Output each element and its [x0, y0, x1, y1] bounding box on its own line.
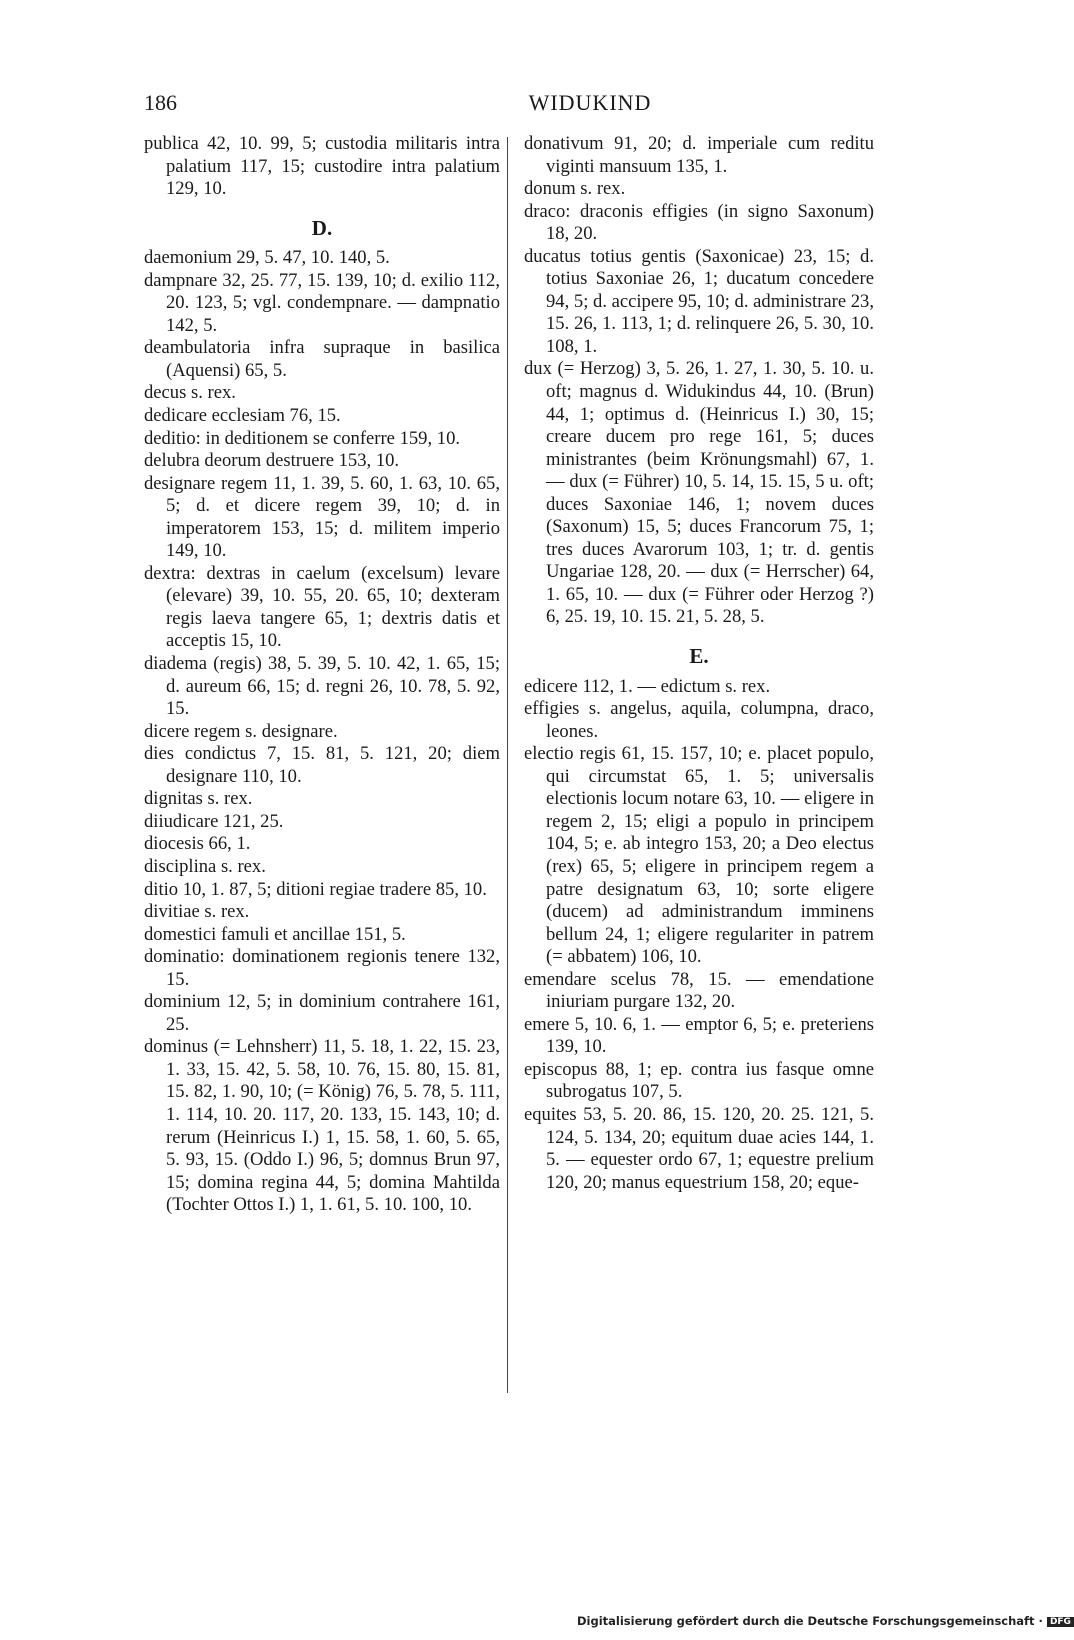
- index-entry: designare regem 11, 1. 39, 5. 60, 1. 63, 10. 65, 5; d. et dicere regem 39, 10; d. in imperatorem 153, 15; d. militem imperio 149, 10.: [144, 472, 500, 562]
- index-entry: disciplina s. rex.: [144, 855, 266, 877]
- page-header: [144, 90, 856, 120]
- index-entry: equites 53, 5. 20. 86, 15. 120, 20. 25. 121, 5. 124, 5. 134, 20; equitum duae acies 144, 1. 5. — equester ordo 67, 1; equestre prelium 120, 20; manus equestrium 158, 20; eque-: [524, 1103, 874, 1193]
- index-entry: daemonium 29, 5. 47, 10. 140, 5.: [144, 247, 390, 269]
- dfg-logo: DFG: [1047, 1617, 1074, 1627]
- index-entry: edicere 112, 1. — edictum s. rex.: [524, 675, 771, 697]
- column-divider: [507, 137, 508, 1393]
- index-entry: dominium 12, 5; in dominium contrahere 161, 25.: [144, 991, 500, 1035]
- index-entry: draco: draconis effigies (in signo Saxonum) 18, 20.: [524, 200, 874, 245]
- page-number: 186: [144, 90, 177, 115]
- index-entry: diiudicare 121, 25.: [144, 810, 284, 832]
- index-entry: deambulatoria infra supraque in basilica (Aquensi) 65, 5.: [144, 337, 500, 381]
- index-entry: dominatio: dominationem regionis tenere 132, 15.: [144, 946, 500, 990]
- index-entry: diocesis 66, 1.: [144, 833, 251, 855]
- index-entry: deditio: in deditionem se conferre 159, 10.: [144, 427, 461, 449]
- index-entry: donativum 91, 20; d. imperiale cum reditu viginti mansuum 135, 1.: [524, 133, 874, 177]
- index-entry: emere 5, 10. 6, 1. — emptor 6, 5; e. preteriens 139, 10.: [524, 1013, 874, 1058]
- index-entry: episcopus 88, 1; ep. contra ius fasque omne subrogatus 107, 5.: [524, 1058, 874, 1103]
- index-entry: dux (= Herzog) 3, 5. 26, 1. 27, 1. 30, 5. 10. u. oft; magnus d. Widukindus 44, 10. (Brun) 44, 1; optimus d. (Heinricus I.) 30, 15; creare ducem pro rege 161, 5; duces ministrantes (beim Krönungsmahl) 67, 1. — dux (= Führer) 10, 5. 14, 15. 15, 5 u. oft; duces Saxoniae 146, 1; novem duces (Saxonum) 15, 5; duces Francorum 75, 1; tres duces Avarorum 103, 1; tr. d. gentis Ungariae 128, 20. — dux (= Herrscher) 64, 1. 65, 10. — dux (= Führer oder Herzog ?) 6, 25. 19, 10. 15. 21, 5. 28, 5.: [524, 358, 874, 628]
- index-entry: dedicare ecclesiam 76, 15.: [144, 405, 341, 427]
- index-entry: ditio 10, 1. 87, 5; ditioni regiae tradere 85, 10.: [144, 878, 487, 900]
- index-entry: dignitas s. rex.: [144, 788, 253, 810]
- index-entry: emendare scelus 78, 15. — emendatione iniuriam purgare 132, 20.: [524, 968, 874, 1013]
- index-entry: publica 42, 10. 99, 5; custodia militaris intra palatium 117, 15; custodire intra palatium 129, 10.: [144, 133, 500, 200]
- index-column-right: [524, 133, 874, 1194]
- index-entry: divitiae s. rex.: [144, 901, 250, 923]
- index-entry: dicere regem s. designare.: [144, 720, 338, 742]
- index-entry: domestici famuli et ancillae 151, 5.: [144, 923, 406, 945]
- funding-note: [577, 1614, 1074, 1628]
- index-entry: delubra deorum destruere 153, 10.: [144, 450, 400, 472]
- running-title: WIDUKIND: [528, 90, 652, 115]
- index-entry: decus s. rex.: [144, 382, 236, 404]
- index-entry: dies condictus 7, 15. 81, 5. 121, 20; diem designare 110, 10.: [144, 743, 500, 787]
- funding-text: Digitalisierung gefördert durch die Deutsche Forschungsgemeinschaft ·: [577, 1614, 1043, 1628]
- index-entry: electio regis 61, 15. 157, 10; e. placet populo, qui circumstat 65, 1. 5; universalis electionis locum notare 63, 10. — eligere in regem 2, 15; eligi a populo in principem 104, 5; e. ab integro 153, 20; a Deo electus (rex) 65, 5; eligere in principem regem a patre designatum 63, 10; sorte eligere (ducem) ad administrandum imminens bellum 24, 1; eligere regulariter in patrem (= abbatem) 106, 10.: [524, 743, 874, 968]
- index-entry: effigies s. angelus, aquila, columpna, draco, leones.: [524, 698, 874, 742]
- index-entry: dominus (= Lehnsherr) 11, 5. 18, 1. 22, 15. 23, 1. 33, 15. 42, 5. 58, 10. 76, 15. 80, 15. 81, 15. 82, 1. 90, 10; (= König) 76, 5. 78, 5. 111, 1. 114, 10. 20. 117, 20. 133, 15. 143, 10; d. rerum (Heinricus I.) 1, 15. 58, 1. 60, 5. 65, 5. 93, 15. (Oddo I.) 96, 5; domnus Brun 97, 15; domina regina 44, 5; domina Mahtilda (Tochter Ottos I.) 1, 1. 61, 5. 10. 100, 10.: [144, 1036, 500, 1216]
- index-column-left: [144, 133, 500, 1217]
- section-letter: E.: [689, 644, 709, 669]
- index-entry: diadema (regis) 38, 5. 39, 5. 10. 42, 1. 65, 15; d. aureum 66, 15; d. regni 26, 10. 78, 5. 92, 15.: [144, 653, 500, 720]
- section-letter: D.: [311, 215, 333, 240]
- index-entry: ducatus totius gentis (Saxonicae) 23, 15; d. totius Saxoniae 26, 1; ducatum concedere 94, 5; d. accipere 95, 10; d. administrare 23, 15. 26, 1. 113, 1; d. relinquere 26, 5. 30, 10. 108, 1.: [524, 245, 874, 357]
- index-entry: dampnare 32, 25. 77, 15. 139, 10; d. exilio 112, 20. 123, 5; vgl. condempnare. — dampnatio 142, 5.: [144, 269, 500, 336]
- index-entry: dextra: dextras in caelum (excelsum) levare (elevare) 39, 10. 55, 20. 65, 10; dexteram regis laeva tangere 65, 1; dextris datis et acceptis 15, 10.: [144, 562, 500, 652]
- index-entry: donum s. rex.: [524, 178, 626, 200]
